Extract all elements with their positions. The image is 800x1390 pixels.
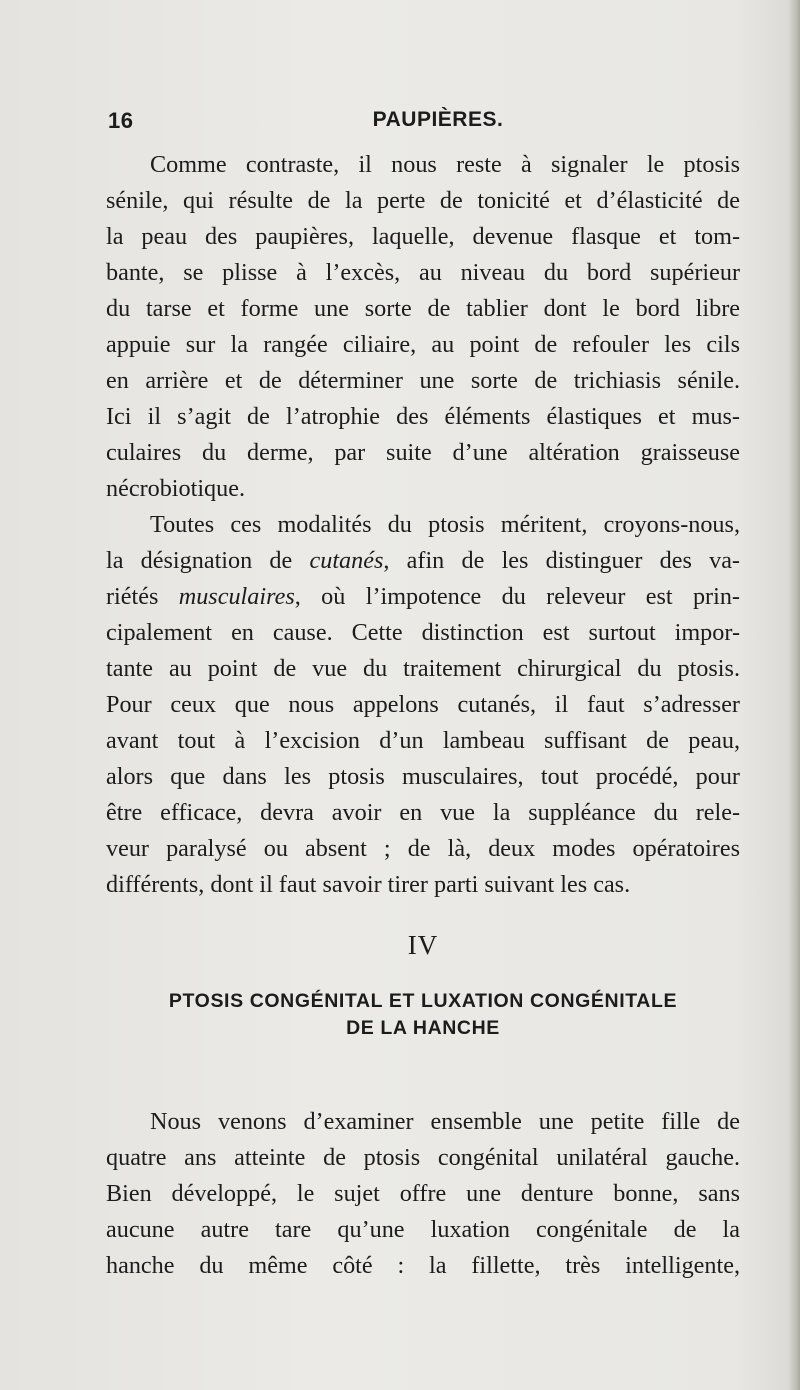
- text-line: Toutes ces modalités du ptosis méritent, croyons-nous,: [150, 511, 740, 538]
- text-line: en arrière et de déterminer une sorte de trichiasis sénile.: [106, 367, 740, 394]
- text-line: sénile, qui résulte de la perte de tonicité et d’élasticité de: [106, 187, 740, 214]
- text-run: riétés: [106, 583, 179, 610]
- text-line: cipalement en cause. Cette distinction est surtout impor-: [106, 619, 740, 646]
- italic-term: musculaires: [178, 583, 295, 610]
- text-line: alors que dans les ptosis musculaires, tout procédé, pour: [106, 763, 740, 790]
- text-line: Ici il s’agit de l’atrophie des éléments élastiques et mus-: [106, 403, 740, 430]
- text-line: culaires du derme, par suite d’une altération graisseuse: [106, 439, 740, 466]
- text-line: [106, 543, 740, 579]
- text-line: veur paralysé ou absent ; de là, deux modes opératoires: [106, 835, 740, 862]
- text-run: , afin de les distinguer des va-: [383, 547, 740, 574]
- text-line: avant tout à l’excision d’un lambeau suffisant de peau,: [106, 727, 740, 754]
- text-line: Pour ceux que nous appelons cutanés, il faut s’adresser: [106, 691, 740, 718]
- text-block-lower: [106, 1104, 740, 1284]
- page-number: 16: [108, 108, 134, 133]
- text-line: Nous venons d’examiner ensemble une petite fille de: [150, 1108, 740, 1135]
- paragraph-modalites: [106, 507, 740, 903]
- text-run: la désignation de: [106, 547, 310, 574]
- text-line: aucune autre tare qu’une luxation congénitale de la: [106, 1216, 740, 1243]
- section-title-line: PTOSIS CONGÉNITAL ET LUXATION CONGÉNITALE: [168, 990, 678, 1012]
- text-line: différents, dont il faut savoir tirer parti suivant les cas.: [106, 871, 631, 898]
- running-head: PAUPIÈRES.: [372, 108, 504, 131]
- section-number: IV: [407, 930, 439, 960]
- text-line: être efficace, devra avoir en vue la suppléance du rele-: [106, 799, 740, 826]
- text-line: Comme contraste, il nous reste à signaler le ptosis: [150, 151, 740, 178]
- paragraph-ptosis-senile: [106, 147, 740, 507]
- text-block-upper: [106, 147, 740, 903]
- page-header: [108, 108, 740, 138]
- text-line: quatre ans atteinte de ptosis congénital unilatéral gauche.: [106, 1144, 740, 1171]
- text-line: Bien développé, le sujet offre une denture bonne, sans: [106, 1180, 740, 1207]
- paragraph-case-study: [106, 1104, 740, 1284]
- text-line: tante au point de vue du traitement chirurgical du ptosis.: [106, 655, 740, 682]
- section-title: [106, 988, 740, 1042]
- text-line: hanche du même côté : la fillette, très intelligente,: [106, 1252, 740, 1279]
- text-line: la peau des paupières, laquelle, devenue flasque et tom-: [106, 223, 740, 250]
- text-line: [106, 579, 740, 615]
- italic-term: cutanés: [309, 547, 384, 574]
- text-line: appuie sur la rangée ciliaire, au point de refouler les cils: [106, 331, 740, 358]
- section-title-line: DE LA HANCHE: [346, 1017, 500, 1039]
- text-line: bante, se plisse à l’excès, au niveau du bord supérieur: [106, 259, 740, 286]
- text-run: , où l’impotence du releveur est prin-: [294, 583, 740, 610]
- page-edge-shadow: [788, 0, 800, 1390]
- text-line: nécrobiotique.: [106, 475, 246, 502]
- text-line: du tarse et forme une sorte de tablier dont le bord libre: [106, 295, 740, 322]
